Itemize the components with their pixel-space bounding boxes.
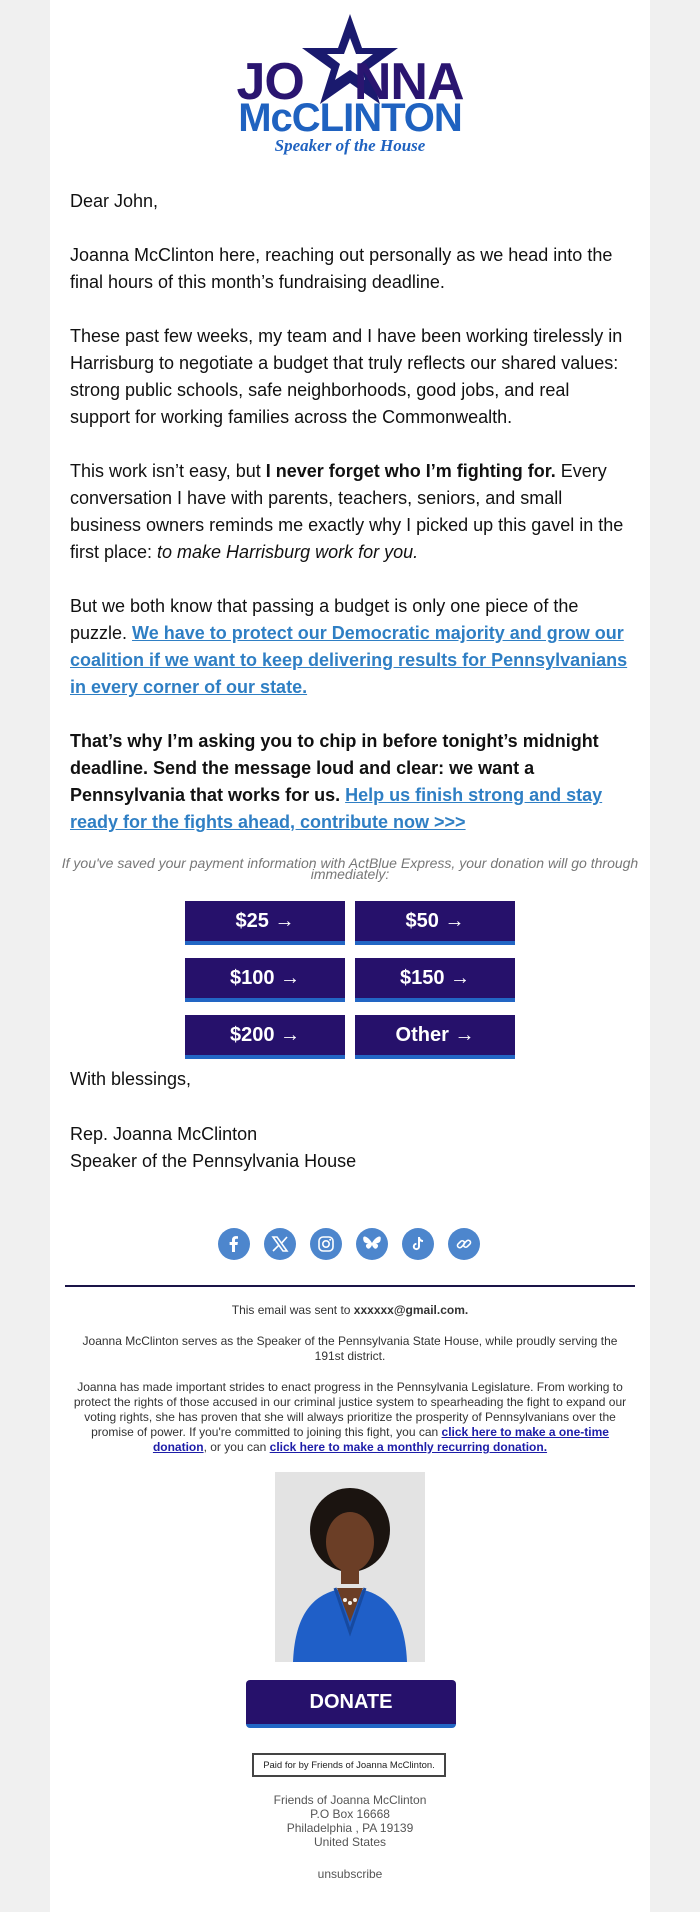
paragraph-intro: Joanna McClinton here, reaching out personally as we head into the final hours of this month’s fundraising deadline. [70,245,613,292]
donate-25-button[interactable]: $25 → [185,901,345,945]
social-links [218,1228,488,1262]
bluesky-icon[interactable] [356,1228,388,1260]
paragraph-fighting: This work isn’t easy, but I never forget who I’m fighting for. Every conversation I have with parents, teachers, seniors, and small business owners reminds me exactly why I picked up this gavel in the first place: to make Harrisburg work for you. [70,461,624,562]
campaign-logo [50,8,650,156]
monthly-donation-link[interactable]: click here to make a monthly recurring donation. [269,1440,548,1454]
facebook-icon[interactable] [218,1228,250,1260]
paragraph-majority: But we both know that passing a budget is only one piece of the puzzle. We have to protect our Democratic majority and grow our coalition if we want to keep delivering results for Pennsylvanians in every corner of our state. [70,596,628,697]
donate-50-button[interactable]: $50 → [355,901,515,945]
logo-name-first: JO NNA [236,53,464,111]
candidate-photo [275,1472,425,1662]
contribute-now-link[interactable]: Help us finish strong and stay ready for the fights ahead, contribute now >>> [70,785,603,832]
closing: With blessings, [70,1069,192,1089]
tiktok-icon[interactable] [402,1228,434,1260]
signature-name: Rep. Joanna McClinton [70,1124,258,1144]
footer-mission: Joanna has made important strides to enact progress in the Pennsylvania Legislature. From working to protect the rights of those accused in our criminal justice system to spearheading the fight to expand our voting rights, she has proven that she will always prioritize the prosperity of Pennsylvanians over the promise of power. If you're committed to joining this fight, you can click here to make a one-time donation, or you can click here to make a monthly recurring donation. [73,1380,627,1454]
donate-150-button[interactable]: $150 → [355,958,515,1002]
address-line: United States [313,1835,387,1849]
recipient-email: xxxxxx@gmail.com. [353,1303,469,1317]
signature [70,1121,630,1175]
instagram-icon[interactable] [310,1228,342,1260]
x-icon[interactable] [264,1228,296,1260]
signature-title: Speaker of the Pennsylvania House [70,1151,357,1171]
unsubscribe-link[interactable]: unsubscribe [317,1867,383,1881]
donate-200-button[interactable]: $200 → [185,1015,345,1059]
address-line: Philadelphia , PA 19139 [286,1821,414,1835]
logo-name-last: McCLINTON [238,96,462,140]
sent-to-line: This email was sent to xxxxxx@gmail.com. [231,1303,469,1317]
footer-bio: Joanna McClinton serves as the Speaker of the Pennsylvania State House, while proudly serving the 191st district. [82,1334,618,1363]
paragraph-budget: These past few weeks, my team and I have been working tirelessly in Harrisburg to negotiate a budget that truly reflects our shared values: strong public schools, safe neighborhoods, good jobs, and real support for working families across the Commonwealth. [70,326,623,427]
logo-tagline: Speaker of the House [274,136,426,155]
donate-button[interactable]: DONATE [246,1680,456,1728]
footer-divider [65,1285,635,1287]
protect-majority-link[interactable]: We have to protect our Democratic majority and grow our coalition if we want to keep delivering results for Pennsylvanians in every corner of our state. [70,623,628,697]
actblue-express-note: If you've saved your payment information with ActBlue Express, your donation will go through immediately: [61,855,639,882]
address-line: P.O Box 16668 [310,1807,390,1821]
link-icon[interactable] [448,1228,480,1260]
paragraph-ask: That’s why I’m asking you to chip in before tonight’s midnight deadline. Send the message loud and clear: we want a Pennsylvania that works for us. Help us finish strong and stay ready for the fights ahead, contribute now >>> [70,731,603,832]
paid-for-disclaimer: Paid for by Friends of Joanna McClinton. [252,1753,446,1777]
mailing-address [50,1793,650,1849]
donate-other-button[interactable]: Other → [355,1015,515,1059]
address-line: Friends of Joanna McClinton [273,1793,427,1807]
one-time-donation-link[interactable]: click here to make a one-time donation [152,1425,609,1454]
email-sheet [50,0,650,1912]
donate-100-button[interactable]: $100 → [185,958,345,1002]
greeting: Dear John, [70,191,159,211]
